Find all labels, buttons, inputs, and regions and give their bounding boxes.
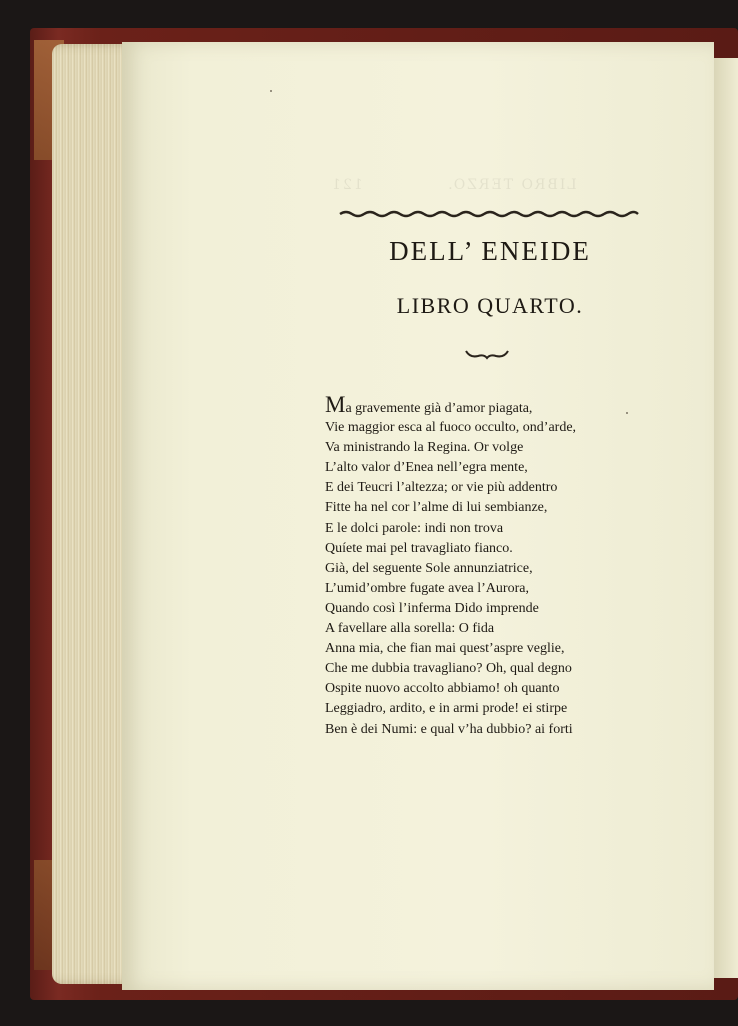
poem-line: Fitte ha nel cor l’alme di lui sembianze, [325,500,548,516]
poem-line: Vie maggior esca al fuoco occulto, ond’arde, [325,420,577,436]
poem-line: Anna mia, che fian mai quest’aspre veglie, [325,641,565,657]
book-title: DELL’ ENEIDE [389,236,591,266]
poem-line [325,392,645,418]
poem-line: E le dolci parole: indi non trova [325,520,504,536]
paper-fleck [626,412,628,414]
poem-line: Quíete mai pel travagliato fianco. [325,540,513,556]
paper-fleck [270,90,272,92]
poem-line: L’alto valor d’Enea nell’egra mente, [325,460,528,476]
poem-line: Ben è dei Numi: e qual v’ha dubbio? ai forti [325,721,573,737]
poem-line-text: a gravemente già d’amor piagata, [345,401,533,416]
ornament-flourish-icon [464,348,510,360]
poem-line: Quando così l’inferma Dido imprende [325,600,539,616]
drop-cap: M [325,392,346,417]
poem-line: Ospite nuovo accolto abbiamo! oh quanto [325,681,560,697]
poem-line: A favellare alla sorella: O fida [325,621,495,637]
poem-line: L’umid’ombre fugate avea l’Aurora, [325,580,529,596]
facing-page-edge [712,58,738,978]
poem-line: Che me dubbia travagliano? Oh, qual degno [325,661,572,677]
poem-line: Va ministrando la Regina. Or volge [325,440,524,456]
book-subtitle: LIBRO QUARTO. [396,293,584,318]
poem-line: E dei Teucri l’altezza; or vie più addentro [325,480,558,496]
poem-line: Leggiadro, ardito, e in armi prode! ei stirpe [325,701,568,717]
poem-line: Già, del seguente Sole annunziatrice, [325,560,533,576]
ornamental-rule [338,208,640,218]
poem-text [325,392,645,740]
